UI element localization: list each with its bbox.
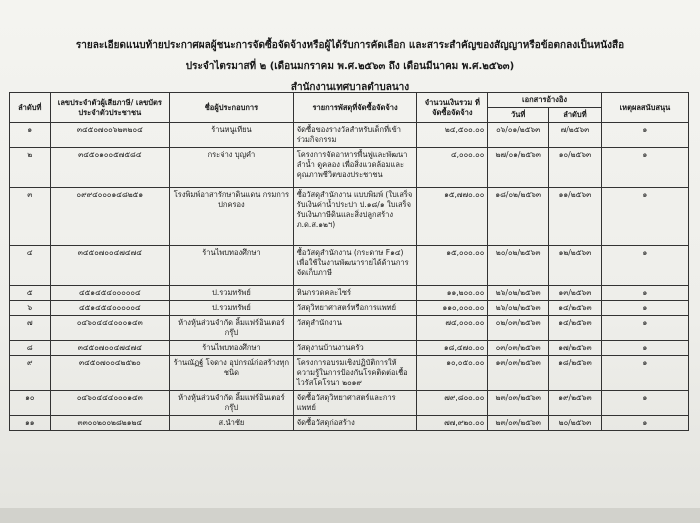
header-no: ลำดับที่ — [549, 108, 602, 123]
cell-taxid: ๐๔๖๐๔๔๔๐๐๐๑๔๓ — [50, 316, 170, 341]
cell-item: ซื้อวัสดุสำนักงาน แบบพิมพ์ (ใบเสร็จรับเงินค่าน้ำประปา ป.๑๘/๑ ใบเสร็จรับเงินภาษีดินและสิ่งปลูกสร้าง ภ.ด.ส.๑๒ฯ) — [293, 188, 417, 246]
cell-no: ๑๔/๒๕๖๓ — [549, 301, 602, 316]
table-row — [10, 356, 689, 391]
cell-item: วัสดุสำนักงาน — [293, 316, 417, 341]
scan-bottom-edge — [0, 508, 700, 523]
cell-amount: ๑๐,๐๕๐.๐๐ — [417, 356, 488, 391]
cell-seq: ๑๐ — [10, 391, 51, 416]
cell-vendor: ร้านไพบทองศึกษา — [170, 341, 294, 356]
cell-seq: ๕ — [10, 286, 51, 301]
cell-vendor: ส.นำชัย — [170, 416, 294, 431]
document-header — [0, 38, 700, 95]
cell-no: ๒๐/๒๕๖๓ — [549, 416, 602, 431]
cell-seq: ๖ — [10, 301, 51, 316]
table-header-row — [10, 93, 689, 108]
cell-item: จัดซื้อวัสดุวิทยาศาสตร์และการแพทย์ — [293, 391, 417, 416]
cell-vendor: ร้านหนูเทียน — [170, 123, 294, 148]
table-row — [10, 148, 689, 188]
table-row — [10, 123, 689, 148]
cell-amount: ๑๑,๒๐๐.๐๐ — [417, 286, 488, 301]
cell-date: ๐๒/๐๓/๒๕๖๓ — [488, 316, 549, 341]
header-amount: จำนวนเงินรวม ที่จัดซื้อจัดจ้าง — [417, 93, 488, 123]
cell-amount: ๔,๐๐๐.๐๐ — [417, 148, 488, 188]
cell-vendor: ป.รวมทรัพย์ — [170, 286, 294, 301]
cell-reason: ๑ — [601, 416, 688, 431]
cell-taxid: ๓๔๕๐๗๐๐๔๒๕๒๐ — [50, 356, 170, 391]
cell-taxid: ๐๔๖๐๔๔๔๐๐๐๑๔๓ — [50, 391, 170, 416]
cell-no: ๑๓/๒๕๖๓ — [549, 286, 602, 301]
cell-date: ๒๗/๐๑/๒๕๖๓ — [488, 148, 549, 188]
cell-vendor: ห้างหุ้นส่วนจำกัด ลิ้มแฟร์อินเตอร์กรุ๊ป — [170, 316, 294, 341]
header-item: รายการพัสดุที่จัดซื้อจัดจ้าง — [293, 93, 417, 123]
cell-item: ซื้อวัสดุสำนักงาน (กระดาษ F๑๔) เพื่อใช้ในงานพัฒนารายได้ด้านการจัดเก็บภาษี — [293, 246, 417, 286]
cell-seq: ๙ — [10, 356, 51, 391]
table-body — [10, 123, 689, 431]
cell-item: โครงการอบรมเชิงปฏิบัติการให้ความรู้ในการป้องกันโรคติดต่อเชื้อไวรัสโคโรนา ๒๐๑๙ — [293, 356, 417, 391]
cell-reason: ๑ — [601, 188, 688, 246]
table-row — [10, 188, 689, 246]
cell-item: วัสดุวิทยาศาสตร์หรือการแพทย์ — [293, 301, 417, 316]
cell-amount: ๑๕,๐๐๐.๐๐ — [417, 246, 488, 286]
cell-amount: ๗๙,๘๐๐.๐๐ — [417, 391, 488, 416]
cell-reason: ๑ — [601, 316, 688, 341]
cell-seq: ๔ — [10, 246, 51, 286]
cell-item: โครงการจัดอาหารพื้นฟูและพัฒนาลำน้ำ ดูคลอง เพื่อสิ่งแวดล้อมและคุณภาพชีวิตของประชาชน — [293, 148, 417, 188]
cell-date: ๐๓/๐๓/๒๕๖๓ — [488, 341, 549, 356]
cell-amount: ๑๘,๔๗๐.๐๐ — [417, 341, 488, 356]
cell-reason: ๑ — [601, 391, 688, 416]
cell-taxid: ๓๓๐๐๒๐๐๒๘๒๑๒๔ — [50, 416, 170, 431]
cell-no: ๑๗/๒๕๖๓ — [549, 341, 602, 356]
table-row — [10, 416, 689, 431]
cell-vendor: ห้างหุ้นส่วนจำกัด ลิ้มแฟร์อินเตอร์กรุ๊ป — [170, 391, 294, 416]
cell-reason: ๑ — [601, 341, 688, 356]
cell-seq: ๒ — [10, 148, 51, 188]
cell-reason: ๑ — [601, 246, 688, 286]
cell-no: ๑๑/๒๕๖๓ — [549, 188, 602, 246]
cell-reason: ๑ — [601, 301, 688, 316]
document-period: ประจำไตรมาสที่ ๒ (เดือนมกราคม พ.ศ.๒๕๖๓ ถึง เดือนมีนาคม พ.ศ.๒๕๖๓) — [185, 61, 515, 72]
cell-reason: ๑ — [601, 148, 688, 188]
table-row — [10, 246, 689, 286]
cell-date: ๒๓/๐๓/๒๕๖๓ — [488, 391, 549, 416]
cell-date: ๑๓/๐๓/๒๕๖๓ — [488, 356, 549, 391]
cell-seq: ๘ — [10, 341, 51, 356]
cell-item: หินกรวดคละไซร์ — [293, 286, 417, 301]
cell-amount: ๗๔,๐๐๐.๐๐ — [417, 316, 488, 341]
cell-no: ๑๙/๒๕๖๓ — [549, 391, 602, 416]
cell-date: ๒๖/๐๒/๒๕๖๓ — [488, 301, 549, 316]
cell-date: ๐๖/๐๑/๒๕๖๓ — [488, 123, 549, 148]
cell-seq: ๑๑ — [10, 416, 51, 431]
cell-no: ๑๘/๒๕๖๓ — [549, 356, 602, 391]
cell-vendor: โรงพิมพ์อาสารักษาดินแดน กรมการปกครอง — [170, 188, 294, 246]
cell-amount: ๑๕,๗๗๐.๐๐ — [417, 188, 488, 246]
document-title: รายละเอียดแนบท้ายประกาศผลผู้ชนะการจัดซื้อจัดจ้างหรือผู้ได้รับการคัดเลือก และสาระสำคัญของสัญญาหรือข้อตกลงเป็นหนังสือ — [75, 40, 625, 51]
cell-taxid: ๓๔๕๐๑๐๐๕๗๕๘๔ — [50, 148, 170, 188]
cell-date: ๒๖/๐๒/๒๕๖๓ — [488, 286, 549, 301]
cell-item: จัดซื้อวัสดุก่อสร้าง — [293, 416, 417, 431]
cell-seq: ๓ — [10, 188, 51, 246]
cell-seq: ๗ — [10, 316, 51, 341]
cell-taxid: ๔๕๑๔๕๔๐๐๐๐๐๔ — [50, 286, 170, 301]
table-row — [10, 316, 689, 341]
cell-taxid: ๓๔๕๐๗๐๐๖๒๓๒๐๔ — [50, 123, 170, 148]
header-taxid: เลขประจำตัวผู้เสียภาษี/ เลขบัตรประจำตัวประชาชน — [50, 93, 170, 123]
cell-item: วัสดุงานบ้านงานครัว — [293, 341, 417, 356]
cell-vendor: ร้านไพบทองศึกษา — [170, 246, 294, 286]
cell-date: ๑๘/๐๒/๒๕๖๓ — [488, 188, 549, 246]
cell-item: จัดซื้อของรางวัลสำหรับเด็กที่เข้าร่วมกิจกรรม — [293, 123, 417, 148]
cell-taxid: ๐๙๙๔๐๐๐๑๔๘๒๕๑ — [50, 188, 170, 246]
table-row — [10, 286, 689, 301]
table-row — [10, 341, 689, 356]
header-seq: ลำดับที่ — [10, 93, 51, 123]
cell-no: ๑๐/๒๕๖๓ — [549, 148, 602, 188]
procurement-table — [9, 92, 689, 431]
cell-reason: ๑ — [601, 286, 688, 301]
cell-vendor: กระจ่าง บุญคำ — [170, 148, 294, 188]
header-vendor: ชื่อผู้ประกอบการ — [170, 93, 294, 123]
header-date: วันที่ — [488, 108, 549, 123]
cell-no: ๑๔/๒๕๖๓ — [549, 316, 602, 341]
cell-date: ๒๐/๐๒/๒๕๖๓ — [488, 246, 549, 286]
cell-vendor: ป.รวมทรัพย์ — [170, 301, 294, 316]
header-ref: เอกสารอ้างอิง — [488, 93, 602, 108]
document-office: สำนักงานเทศบาลตำบลนาง — [290, 82, 410, 93]
cell-reason: ๑ — [601, 123, 688, 148]
cell-no: ๑๒/๒๕๖๓ — [549, 246, 602, 286]
cell-amount: ๗๗,๙๒๐.๐๐ — [417, 416, 488, 431]
cell-no: ๗/๒๕๖๓ — [549, 123, 602, 148]
cell-seq: ๑ — [10, 123, 51, 148]
cell-taxid: ๓๔๕๐๗๐๐๔๗๔๗๔ — [50, 246, 170, 286]
cell-amount: ๒๔,๕๐๐.๐๐ — [417, 123, 488, 148]
cell-amount: ๑๑๐,๐๐๐.๐๐ — [417, 301, 488, 316]
table-row — [10, 391, 689, 416]
table-row — [10, 301, 689, 316]
cell-date: ๒๓/๐๓/๒๕๖๓ — [488, 416, 549, 431]
cell-taxid: ๓๔๕๐๗๐๐๔๗๔๗๔ — [50, 341, 170, 356]
cell-reason: ๑ — [601, 356, 688, 391]
header-reason: เหตุผลสนับสนุน — [601, 93, 688, 123]
cell-vendor: ร้านณัฏฐ์ โจดาง อุปกรณ์ก่อสร้างทุกชนิด — [170, 356, 294, 391]
cell-taxid: ๔๕๑๔๕๔๐๐๐๐๐๔ — [50, 301, 170, 316]
